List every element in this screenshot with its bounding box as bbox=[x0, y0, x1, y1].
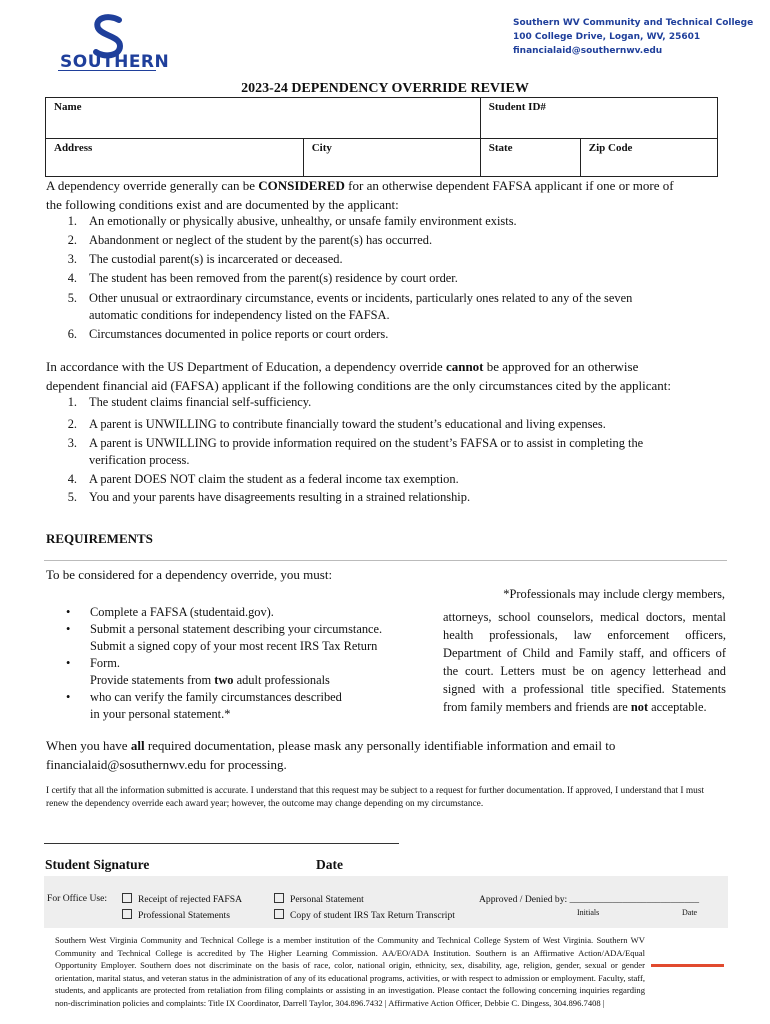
checkbox-icon[interactable] bbox=[122, 893, 132, 903]
list-number: 5. bbox=[67, 291, 77, 305]
approved-denied-field[interactable]: Approved / Denied by: ___________________________ bbox=[479, 894, 700, 905]
list-item-continued: automatic conditions for independency listed on the FAFSA. bbox=[89, 308, 390, 322]
city-field[interactable] bbox=[303, 139, 480, 177]
intro-emphasis: CONSIDERED bbox=[258, 178, 345, 193]
list-item: Circumstances documented in police reports or court orders. bbox=[89, 327, 389, 341]
checkbox-icon[interactable] bbox=[122, 909, 132, 919]
zip-label: Zip Code bbox=[588, 142, 633, 154]
intro-paragraph bbox=[46, 176, 674, 214]
list-item: Other unusual or extraordinary circumstance, events or incidents, particularly ones related to any of the seven bbox=[89, 291, 633, 305]
college-address: 100 College Drive, Logan, WV, 25601 bbox=[513, 32, 701, 42]
list-number: 2. bbox=[67, 233, 77, 247]
list-number: 1. bbox=[67, 395, 77, 409]
checkbox-label: Copy of student IRS Tax Return Transcript bbox=[290, 910, 455, 921]
logo-text: SOUTHERN bbox=[60, 52, 170, 72]
list-item-text-end: adult professionals bbox=[233, 673, 330, 687]
submit-line2: financialaid@sosuthernwv.edu for processing. bbox=[46, 757, 287, 772]
checkbox-personal-statement[interactable] bbox=[274, 893, 364, 905]
list-item: Abandonment or neglect of the student by the parent(s) has occurred. bbox=[89, 233, 433, 247]
cannot-paragraph bbox=[46, 357, 671, 395]
checkbox-icon[interactable] bbox=[274, 909, 284, 919]
bullet: • bbox=[66, 656, 71, 670]
list-number: 5. bbox=[67, 490, 77, 504]
divider bbox=[44, 560, 727, 561]
submit-text-end: required documentation, please mask any personally identifiable information and email to bbox=[144, 738, 616, 753]
list-item: Complete a FAFSA (studentaid.gov). bbox=[90, 605, 274, 619]
intro-text: A dependency override generally can be bbox=[46, 178, 259, 193]
list-number: 2. bbox=[67, 417, 77, 431]
checkbox-label: Receipt of rejected FAFSA bbox=[138, 894, 242, 905]
bullet: • bbox=[66, 622, 71, 636]
list-item: An emotionally or physically abusive, unhealthy, or unsafe family environment exists. bbox=[89, 214, 517, 228]
cannot-emphasis: cannot bbox=[445, 359, 484, 374]
list-number: 1. bbox=[67, 214, 77, 228]
professionals-text-end: acceptable. bbox=[648, 700, 707, 714]
state-field[interactable] bbox=[480, 139, 580, 177]
list-item-continued: verification process. bbox=[89, 453, 190, 467]
list-item: A parent DOES NOT claim the student as a federal income tax exemption. bbox=[89, 472, 459, 486]
checkbox-label: Professional Statements bbox=[138, 910, 230, 921]
requirements-heading: REQUIREMENTS bbox=[46, 531, 153, 546]
office-use-label: For Office Use: bbox=[47, 893, 108, 904]
list-item-text: Provide statements from bbox=[90, 673, 215, 687]
professionals-emphasis: not bbox=[630, 700, 649, 714]
bullet: • bbox=[66, 690, 71, 704]
office-use-box bbox=[44, 876, 728, 928]
contact-email: financialaid@southernwv.edu bbox=[513, 46, 663, 56]
zip-field[interactable] bbox=[580, 139, 717, 177]
list-number: 6. bbox=[67, 327, 77, 341]
list-item-continued: who can verify the family circumstances described bbox=[90, 690, 342, 704]
city-label: City bbox=[311, 142, 332, 154]
office-date-label: Date bbox=[682, 908, 698, 917]
submit-text: When you have bbox=[46, 738, 131, 753]
student-info-table bbox=[45, 97, 718, 177]
list-item: A parent is UNWILLING to provide information required on the student’s FAFSA or to assist in completing the bbox=[89, 436, 644, 450]
professionals-note bbox=[443, 608, 726, 716]
checkbox-icon[interactable] bbox=[274, 893, 284, 903]
footer-disclaimer: Southern West Virginia Community and Technical College is a member institution of the Community and Technical College System of West Virginia. Southern WV Community and Technical College is accredited by The Higher Learning Commission. AA/EO/ADA Institution. Southern is an Affirmative Action/ADA/Equal Opportunity Employer. Southern does not discriminate on the basis of race, color, national origin, ethnicity, sex, disability, age, religion, gender, sexual or gender orientation, marital status, and veteran status in the administration of any of its educational programs, activities, or with respect to admission or employment. Faculty, staff, students, and applicants are protected from retaliation from filing complaints or assisting in an investigation. Please contact the following concerning inquiries regarding non-discrimination policies and complaints: Title IX Coordinator, Darrell Taylor, 304.896.7432 | Affirmative Action Officer, Debbie C. Dingess, 304.896.7408 | bbox=[55, 935, 645, 1008]
list-item: Submit a signed copy of your most recent IRS Tax Return bbox=[90, 639, 378, 653]
initials-label: Initials bbox=[577, 908, 600, 917]
certification-text: I certify that all the information submitted is accurate. I understand that this request may be subject to a request for further documentation. If approved, I understand that I must renew the dependency override each award year; however, the outcome may change depending on my circumstance. bbox=[46, 786, 705, 809]
page-title: 2023-24 DEPENDENCY OVERRIDE REVIEW bbox=[241, 81, 529, 96]
contact-block bbox=[513, 16, 753, 58]
student-id-field[interactable] bbox=[480, 98, 717, 139]
list-item: The student has been removed from the parent(s) residence by court order. bbox=[89, 271, 458, 285]
list-number: 4. bbox=[67, 271, 77, 285]
list-item-continued: Form. bbox=[90, 656, 120, 670]
name-label: Name bbox=[54, 101, 82, 113]
date-label: Date bbox=[316, 857, 343, 872]
list-item: The student claims financial self-sufficiency. bbox=[89, 395, 312, 409]
checkbox-rejected-fafsa[interactable] bbox=[122, 893, 242, 905]
intro-text-end: for an otherwise dependent FAFSA applicant if one or more of bbox=[344, 178, 674, 193]
list-number: 3. bbox=[67, 252, 77, 266]
list-number: 3. bbox=[67, 436, 77, 450]
address-label: Address bbox=[54, 142, 93, 154]
submit-paragraph bbox=[46, 736, 615, 774]
list-item: Submit a personal statement describing your circumstance. bbox=[90, 622, 383, 636]
professionals-heading: *Professionals may include clergy members, bbox=[503, 587, 725, 601]
cannot-line2: dependent financial aid (FAFSA) applicant if the following conditions are the only circumstances cited by the applicant: bbox=[46, 378, 672, 393]
signature-line[interactable] bbox=[44, 843, 399, 844]
list-item-continued: in your personal statement.* bbox=[90, 707, 231, 721]
intro-line2: the following conditions exist and are documented by the applicant: bbox=[46, 197, 399, 212]
logo-tagline-rule bbox=[58, 70, 156, 77]
address-field[interactable] bbox=[46, 139, 304, 177]
name-field[interactable] bbox=[46, 98, 481, 139]
student-id-label: Student ID# bbox=[488, 101, 546, 113]
state-label: State bbox=[488, 142, 513, 154]
checkbox-label: Personal Statement bbox=[290, 894, 364, 905]
list-item: The custodial parent(s) is incarcerated or deceased. bbox=[89, 252, 343, 266]
list-item: A parent is UNWILLING to contribute financially toward the student’s educational and living expenses. bbox=[89, 417, 606, 431]
cannot-text-end: be approved for an otherwise bbox=[483, 359, 639, 374]
cannot-text: In accordance with the US Department of Education, a dependency override bbox=[46, 359, 446, 374]
checkbox-tax-transcript[interactable] bbox=[274, 909, 455, 921]
professionals-text: attorneys, school counselors, medical doctors, mental health professionals, law enforcement officers, Department of Child and Family staff, and officers of the court. Letters must be on agency letterhead and signed with a professional title specified. Statements from family members and friends are bbox=[443, 610, 726, 714]
bullet: • bbox=[66, 605, 71, 619]
accent-rule bbox=[651, 964, 724, 967]
college-name: Southern WV Community and Technical College bbox=[513, 18, 754, 28]
list-number: 4. bbox=[67, 472, 77, 486]
list-item-emphasis: two bbox=[214, 673, 234, 687]
student-signature-label: Student Signature bbox=[45, 857, 150, 872]
requirements-lead: To be considered for a dependency override, you must: bbox=[46, 567, 333, 582]
list-item: You and your parents have disagreements resulting in a strained relationship. bbox=[89, 490, 471, 504]
submit-emphasis: all bbox=[130, 738, 145, 753]
checkbox-professional-statements[interactable] bbox=[122, 909, 230, 921]
